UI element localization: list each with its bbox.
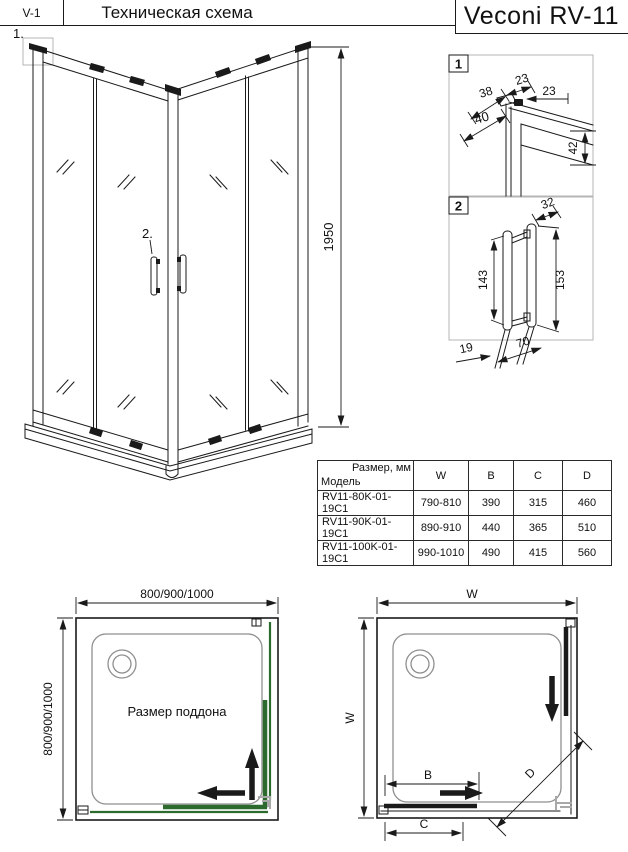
- detail-2-dim-32: 32: [538, 194, 557, 213]
- drain-icon: [406, 650, 434, 678]
- detail-1-dim-38: 38: [477, 83, 495, 101]
- glass-hatch-marks: [57, 160, 288, 409]
- detail-2-dim-153: 153: [553, 269, 567, 291]
- tray-outline: [92, 634, 262, 804]
- height-dimension: [303, 47, 349, 427]
- detail-2: [449, 194, 593, 368]
- table-row: [318, 541, 612, 566]
- callout-1-label: 1.: [13, 26, 24, 41]
- detail-views: [440, 40, 628, 465]
- b-cell: 390: [469, 491, 514, 516]
- col-header-w: W: [414, 461, 469, 491]
- col-header-d: D: [563, 461, 612, 491]
- header-rule-left: [0, 25, 455, 26]
- callout-2-label: 2.: [142, 226, 153, 241]
- dim-b-label: B: [423, 768, 433, 782]
- header-divider-1: [63, 0, 64, 25]
- bottom-rails: [33, 410, 308, 462]
- detail-2-dim-143: 143: [476, 269, 490, 291]
- w-cell: 790-810: [414, 491, 469, 516]
- table-corner-cell: [318, 461, 414, 491]
- detail-1-number: 1: [454, 56, 463, 72]
- dim-c: [385, 817, 463, 841]
- wall-profile-corners: [379, 619, 575, 814]
- col-header-b: B: [469, 461, 514, 491]
- plan-right-depth-dim: W: [343, 712, 357, 724]
- detail-2-number: 2: [454, 198, 463, 214]
- plan-left-width-dim: 800/900/1000: [140, 587, 214, 601]
- b-cell: 490: [469, 541, 514, 566]
- brand-title: Veconi RV-11: [463, 1, 620, 30]
- w-cell: 990-1010: [414, 541, 469, 566]
- plan-view-tray: [20, 580, 315, 852]
- door-direction-arrows: [197, 748, 259, 800]
- enclosure-outline: [377, 618, 577, 818]
- col-header-c: C: [514, 461, 563, 491]
- header-rule-right: [455, 33, 628, 34]
- sheet-code: V-1: [22, 5, 41, 20]
- plan-left-depth-dim: 800/900/1000: [41, 682, 55, 756]
- dim-d-label: D: [522, 765, 539, 782]
- door-direction-arrows: [440, 676, 559, 800]
- model-cell: RV11-100K-01-19C1: [318, 541, 414, 566]
- detail-1-dim-23-top: 23: [513, 70, 531, 88]
- table-header-row: [318, 461, 612, 491]
- enclosure-outline: [76, 618, 278, 820]
- size-table: [317, 460, 612, 566]
- dim-c-label: C: [419, 817, 429, 831]
- table-row: [318, 516, 612, 541]
- detail-1-dim-23-side: 23: [542, 84, 556, 98]
- b-cell: 440: [469, 516, 514, 541]
- tray-size-label: Размер поддона: [127, 704, 227, 719]
- plan-right-width-dim: W: [466, 587, 478, 601]
- height-dim-text: 1950: [321, 222, 336, 252]
- plan-view-dimensions: [330, 580, 628, 852]
- detail-1-dim-42: 42: [568, 141, 580, 155]
- d-cell: 560: [563, 541, 612, 566]
- detail-2-dim-19: 19: [458, 339, 475, 357]
- model-cell: RV11-80K-01-19C1: [318, 491, 414, 516]
- callout-2-leader: [150, 240, 152, 254]
- detail-1: [449, 55, 596, 196]
- d-cell: 460: [563, 491, 612, 516]
- sliding-doors-black: [381, 622, 571, 814]
- detail-1-dim-40: 40: [472, 108, 491, 127]
- table-header-model: Модель: [321, 476, 361, 488]
- table-row: [318, 491, 612, 516]
- main-isometric-view: [0, 26, 463, 480]
- panel-dividers: [94, 76, 249, 431]
- page-title: Техническая схема: [101, 2, 253, 22]
- c-cell: 415: [514, 541, 563, 566]
- wall-profiles: [29, 41, 311, 466]
- table-header-size: Размер, мм: [351, 462, 411, 474]
- plan-right-outer-dims: [343, 587, 577, 818]
- d-cell: 510: [563, 516, 612, 541]
- w-cell: 890-910: [414, 516, 469, 541]
- c-cell: 315: [514, 491, 563, 516]
- model-cell: RV11-90K-01-19C1: [318, 516, 414, 541]
- drain-icon: [108, 650, 136, 678]
- c-cell: 365: [514, 516, 563, 541]
- detail-2-dim-70: 70: [514, 333, 532, 351]
